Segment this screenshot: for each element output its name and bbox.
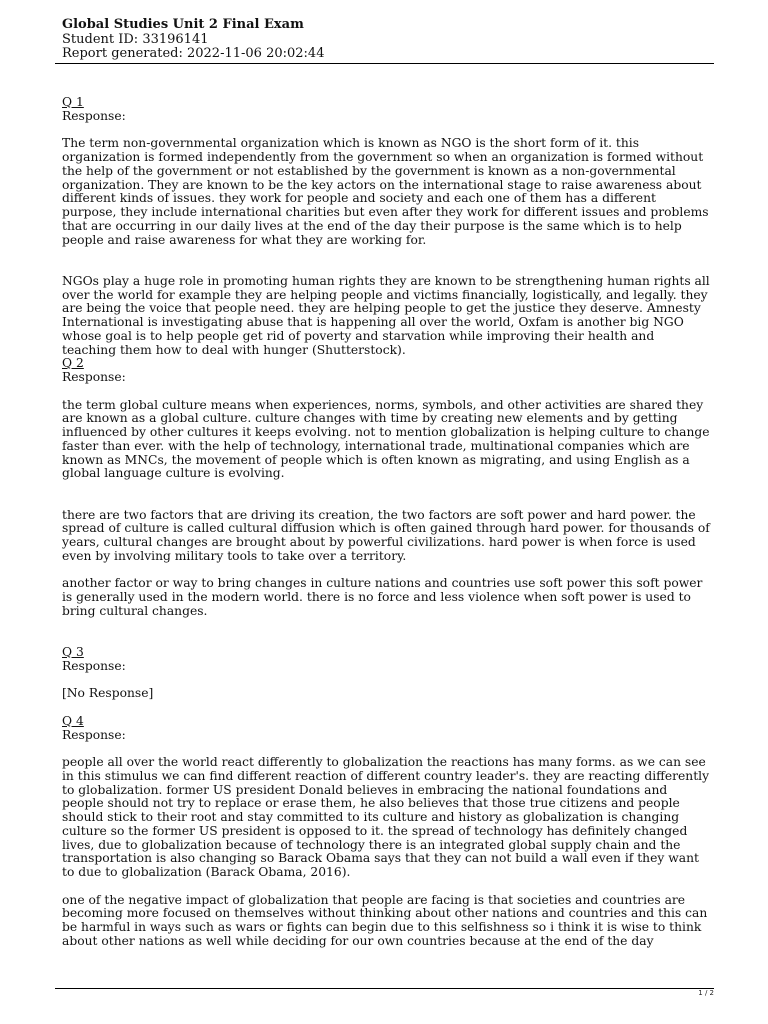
- response-label-q4: Response:: [62, 727, 126, 742]
- page-number: 1 / 2: [698, 989, 714, 997]
- response-text-q4-p1: people all over the world react differently to globalization the reactions has many forms. as we can see in this stimulus we can find different reaction of different country leader's. they are reacting differently to globalization. former US president Donald believes in embracing the national foundations and people should not try to replace or erase them, he also believes that those true citizens and people should stick to their root and stay committed to its culture and history as globalization is changing culture so the former US president is opposed to it. the spread of technology has definitely changed lives, due to globalization because of technology there is an integrated global supply chain and the transportation is also changing so Barack Obama says that they can not build a wall even if they want to due to globalization (Barack Obama, 2016).: [62, 755, 710, 879]
- response-text-q3-p1: [No Response]: [62, 686, 154, 701]
- response-text-q1-p2: NGOs play a huge role in promoting human rights they are known to be strengthening human rights all over the world for example they are helping people and victims financially, logistically, and legally. they are being the voice that people need. they are helping people to get the justice they deserve. Amnesty International is investigating abuse that is happening all over the world, Oxfam is another big NGO whose goal is to help people get rid of poverty and starvation while improving their health and teaching them how to deal with hunger (Shutterstock).: [62, 273, 710, 357]
- student-id: Student ID: 33196141: [62, 31, 209, 47]
- footer-divider: [55, 988, 714, 989]
- exam-responses: [62, 96, 710, 949]
- response-label-q2: Response:: [62, 370, 126, 384]
- response-label-q1: Response:: [62, 108, 126, 123]
- header-divider: [55, 63, 714, 64]
- response-text-q2-p1: the term global culture means when experiences, norms, symbols, and other activities are shared they are known as a global culture. culture changes with time by creating new elements and by getting influenced by other cultures it keeps evolving. not to mention globalization is helping culture to change faster than ever. with the help of technology, international trade, multinational companies which are known as MNCs, the movement of people which is often known as migrating, and using English as a global language culture is evolving.: [62, 397, 710, 481]
- report-header: [62, 18, 712, 62]
- response-text-q2-p3: another factor or way to bring changes in culture nations and countries use soft power this soft power is generally used in the modern world. there is no force and less violence when soft power is used to bring cultural changes.: [62, 576, 703, 618]
- response-text-q2-p2: there are two factors that are driving its creation, the two factors are soft power and hard power. the spread of culture is called cultural diffusion which is often gained through hard power. for thousands of years, cultural changes are brought about by powerful civilizations. hard power is when force is used even by involving military tools to take over a territory.: [62, 507, 710, 563]
- question-label-q1: Q 1: [62, 95, 84, 109]
- question-label-q4: Q 4: [62, 713, 84, 728]
- question-label-q3: Q 3: [62, 645, 84, 659]
- question-label-q2: Q 2: [62, 356, 84, 371]
- response-text-q4-p2: one of the negative impact of globalization that people are facing is that societies and countries are becoming more focused on themselves without thinking about other nations and countries and this can be harmful in ways such as wars or fights can begin due to this selfishness so i think it is wise to think about other nations as well while deciding for our own countries because at the end of the day: [62, 892, 708, 948]
- report-generated-timestamp: Report generated: 2022-11-06 20:02:44: [62, 46, 325, 61]
- response-text-q1-p1: The term non-governmental organization which is known as NGO is the short form of it. this organization is formed independently from the government so when an organization is formed without the help of the government or not established by the government is known as a non-governmental organization. They are known to be the key actors on the international stage to raise awareness about different kinds of issues. they work for people and society and each one of them has a different purpose, they include international charities but even after they work for different issues and problems that are occurring in our daily lives at the end of the day their purpose is the same which is to help people and raise awareness for what they are working for.: [62, 136, 709, 247]
- response-label-q3: Response:: [62, 658, 126, 673]
- exam-title: Global Studies Unit 2 Final Exam: [62, 17, 304, 32]
